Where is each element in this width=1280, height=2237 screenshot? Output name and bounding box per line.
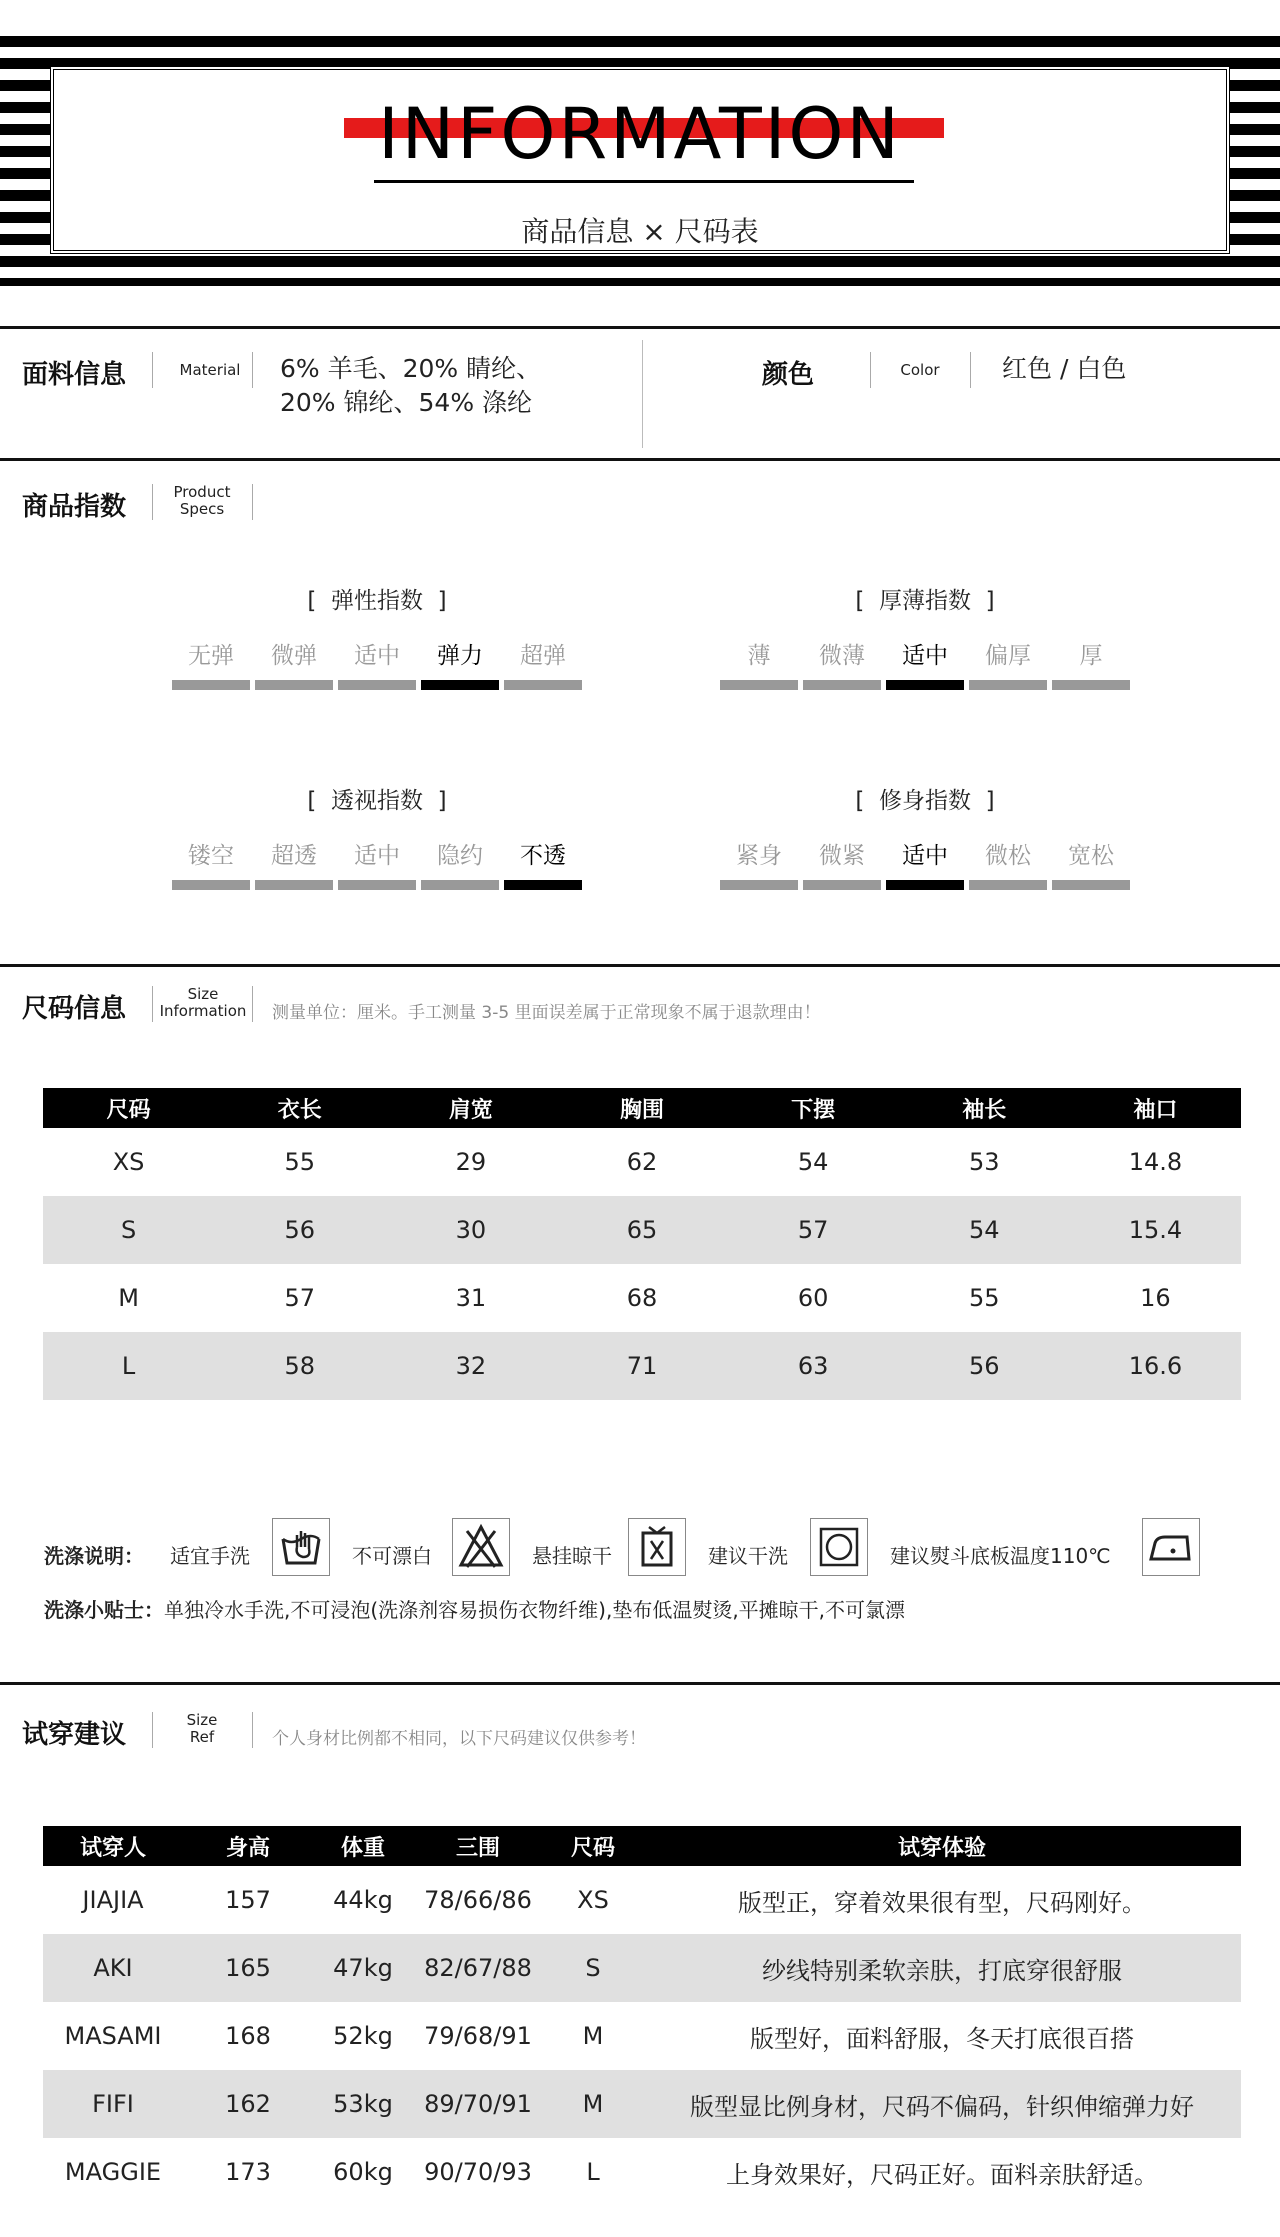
meter-option: [338, 640, 416, 690]
table-cell: 16.6: [1070, 1332, 1241, 1400]
size-table: [43, 1088, 1241, 1400]
product-index-en-line1: Product: [173, 483, 231, 501]
meter-option: [803, 840, 881, 890]
product-index-title: 商品指数: [22, 492, 127, 522]
meter-options: [172, 640, 582, 690]
table-cell: 31: [455, 1284, 487, 1312]
column-header: 肩宽: [385, 1088, 556, 1128]
fit-title-en: [166, 1712, 238, 1746]
table-cell: 168: [225, 2022, 271, 2050]
meter-option: [969, 640, 1047, 690]
title-separator: [152, 1712, 153, 1748]
product-index-title-en: [160, 484, 244, 518]
table-cell: 54: [797, 1148, 829, 1176]
fabric-composition-line2: 20% 锦纶、54% 涤纶: [280, 388, 533, 417]
meter-option: [1052, 640, 1130, 690]
care-instructions: [44, 1518, 1244, 1588]
meter-option: [969, 840, 1047, 890]
banner-title: INFORMATION: [378, 93, 902, 175]
meter-bar: [255, 680, 333, 690]
meter-option: [504, 840, 582, 890]
table-row: [43, 1866, 1241, 1934]
care-tip-label: 洗涤小贴士：: [44, 1598, 164, 1622]
table-cell: 53kg: [313, 2070, 413, 2138]
table-cell: 57: [284, 1284, 315, 1312]
column-header: 尺码: [43, 1088, 214, 1128]
table-cell: L: [586, 2158, 600, 2186]
care-tip: [44, 1594, 905, 1623]
table-cell: 32: [385, 1332, 556, 1400]
table-cell: 58: [214, 1332, 385, 1400]
size-info-en-line2: Information: [159, 1002, 247, 1020]
table-cell: 15.4: [1070, 1196, 1241, 1264]
table-cell: 上身效果好，尺码正好。面料亲肤舒适。: [726, 2160, 1158, 2189]
meter-bar: [255, 880, 333, 890]
meter-option-label: 无弹: [188, 643, 234, 669]
product-index-en-line2: Specs: [179, 500, 225, 518]
table-cell: 53: [969, 1148, 1000, 1176]
meter-option: [255, 640, 333, 690]
column-header: 试穿人: [43, 1826, 183, 1866]
table-cell: S: [43, 1196, 214, 1264]
title-separator: [870, 352, 871, 388]
meter-bar-active: [504, 880, 582, 890]
table-cell: M: [543, 2070, 643, 2138]
table-cell: 30: [385, 1196, 556, 1264]
fit-en-line2: Ref: [189, 1728, 215, 1746]
fit-note: 个人身材比例都不相同，以下尺码建议仅供参考！: [272, 1729, 646, 1749]
meter-option: [338, 840, 416, 890]
meter-title: [ 弹性指数 ]: [307, 588, 447, 614]
meter-bar-active: [886, 680, 964, 690]
table-cell: 16: [1140, 1284, 1171, 1312]
meter-option: [720, 640, 798, 690]
table-cell: 173: [225, 2158, 271, 2186]
table-cell: 82/67/88: [413, 1934, 543, 2002]
table-cell: 55: [969, 1284, 1000, 1312]
table-cell: 版型正，穿着效果很有型，尺码刚好。: [738, 1888, 1146, 1917]
fabric-composition: [280, 352, 541, 420]
meter-bar: [969, 880, 1047, 890]
meter-option-label: 镂空: [188, 843, 234, 869]
table-row: [43, 1196, 1241, 1264]
meter-option-label: 微弹: [271, 643, 317, 669]
meter-option: [720, 840, 798, 890]
fit-en-line1: Size: [186, 1711, 218, 1729]
meter-option: [421, 640, 499, 690]
table-cell: 60kg: [333, 2158, 393, 2186]
meter-option-label: 超弹: [520, 643, 566, 669]
hang-dry-icon: [628, 1518, 686, 1576]
table-cell: 60: [797, 1284, 829, 1312]
table-cell: XS: [112, 1148, 145, 1176]
iron-icon: [1142, 1518, 1200, 1576]
table-cell: XS: [577, 1886, 609, 1914]
table-cell: 162: [183, 2070, 313, 2138]
dry-clean-icon: [810, 1518, 868, 1576]
table-cell: 版型显比例身材，尺码不偏码，针织伸缩弹力好: [643, 2070, 1241, 2138]
column-header: 袖口: [1070, 1088, 1241, 1128]
table-cell: 78/66/86: [424, 1886, 532, 1914]
meter-option: [886, 640, 964, 690]
table-cell: S: [543, 1934, 643, 2002]
table-cell: AKI: [43, 1934, 183, 2002]
table-cell: 56: [899, 1332, 1070, 1400]
table-cell: 55: [284, 1148, 315, 1176]
section-divider: [0, 458, 1280, 461]
table-cell: 29: [455, 1148, 487, 1176]
meter-bar: [803, 880, 881, 890]
table-cell: MAGGIE: [64, 2158, 162, 2186]
section-divider: [0, 326, 1280, 329]
meter-options: [720, 640, 1130, 690]
table-row: [43, 2070, 1241, 2138]
information-banner: [0, 36, 1280, 286]
table-row: [43, 1128, 1241, 1196]
table-row: [43, 2002, 1241, 2070]
table-cell: L: [43, 1332, 214, 1400]
column-header: 试穿体验: [643, 1826, 1241, 1866]
color-title-en: Color: [900, 361, 940, 379]
table-row: [43, 2138, 1241, 2206]
table-row: [43, 1934, 1241, 2002]
column-header: 三围: [413, 1826, 543, 1866]
title-separator: [152, 484, 153, 520]
meter-bar: [720, 880, 798, 890]
meter-option: [172, 840, 250, 890]
section-divider: [0, 964, 1280, 967]
meter-bar: [338, 680, 416, 690]
table-cell: 71: [556, 1332, 727, 1400]
column-header: 胸围: [556, 1088, 727, 1128]
meter-option-label: 厚: [1079, 643, 1103, 669]
meter-option-label: 微薄: [819, 643, 865, 669]
table-cell: 90/70/93: [424, 2158, 532, 2186]
section-divider: [0, 1682, 1280, 1685]
meter-bar-active: [886, 880, 964, 890]
meter-option: [1052, 840, 1130, 890]
meter-option-label: 偏厚: [985, 643, 1031, 669]
fabric-title-en: Material: [179, 361, 241, 379]
color-value: 红色 / 白色: [1002, 354, 1127, 383]
care-item-label: 建议干洗: [708, 1544, 788, 1568]
fit-table: [43, 1826, 1241, 2206]
table-cell: 63: [728, 1332, 899, 1400]
size-info-note: 测量单位：厘米。手工测量 3-5 里面误差属于正常现象不属于退款理由！: [272, 1003, 821, 1023]
table-cell: JIAJIA: [82, 1886, 144, 1914]
table-cell: 62: [626, 1148, 658, 1176]
care-item-label: 不可漂白: [352, 1544, 432, 1568]
table-cell: 54: [899, 1196, 1070, 1264]
table-header-row: [43, 1826, 1241, 1866]
table-cell: 57: [728, 1196, 899, 1264]
fit-title: 试穿建议: [22, 1720, 127, 1750]
table-cell: 89/70/91: [413, 2070, 543, 2138]
title-separator: [970, 352, 971, 388]
table-cell: 79/68/91: [424, 2022, 532, 2050]
title-separator: [252, 484, 253, 520]
meter-option: [172, 640, 250, 690]
meter-bar: [969, 680, 1047, 690]
care-item-label: 建议熨斗底板温度110℃: [890, 1544, 1111, 1568]
meter-bar: [172, 680, 250, 690]
meter-option-label: 超透: [271, 843, 317, 869]
fabric-title: 面料信息: [22, 360, 127, 390]
banner-subtitle: 商品信息 × 尺码表: [521, 215, 759, 248]
care-tip-text: 单独冷水手洗,不可浸泡(洗涤剂容易损伤衣物纤维),垫布低温熨烫,平摊晾干,不可氯漂: [164, 1598, 906, 1622]
meter-option-label: 适中: [902, 843, 948, 869]
banner-underline: [374, 180, 914, 183]
meter-option-label: 适中: [354, 643, 400, 669]
table-cell: 版型好，面料舒服，冬天打底很百搭: [750, 2024, 1134, 2053]
care-label: 洗涤说明：: [44, 1544, 144, 1568]
meter-option-label: 薄: [747, 643, 771, 669]
title-separator: [252, 986, 253, 1022]
banner-frame: [50, 66, 1230, 254]
meter-bar: [720, 680, 798, 690]
meter-option-label: 隐约: [437, 843, 483, 869]
fabric-composition-line1: 6% 羊毛、20% 睛纶、: [280, 354, 542, 383]
meter-option-label: 不透: [520, 843, 566, 869]
meter-option: [803, 640, 881, 690]
meter-bar-active: [421, 680, 499, 690]
table-cell: 68: [626, 1284, 658, 1312]
meter-bar: [172, 880, 250, 890]
meter-bar: [1052, 680, 1130, 690]
meter-options: [720, 840, 1130, 890]
table-header-row: [43, 1088, 1241, 1128]
table-cell: 47kg: [313, 1934, 413, 2002]
care-item-label: 适宜手洗: [170, 1544, 250, 1568]
table-cell: M: [118, 1284, 139, 1312]
table-row: [43, 1264, 1241, 1332]
meter-bar: [338, 880, 416, 890]
title-separator: [152, 986, 153, 1022]
meter-title: [ 厚薄指数 ]: [855, 588, 995, 614]
meter-option-label: 微松: [985, 843, 1031, 869]
table-cell: M: [582, 2022, 604, 2050]
column-header: 尺码: [543, 1826, 643, 1866]
table-cell: MASAMI: [64, 2022, 162, 2050]
meter-option-label: 适中: [354, 843, 400, 869]
size-info-en-line1: Size: [187, 985, 219, 1003]
meter-option: [421, 840, 499, 890]
size-info-title-en: [156, 986, 250, 1020]
meter-option-label: 弹力: [437, 643, 483, 669]
table-cell: 纱线特别柔软亲肤，打底穿很舒服: [643, 1934, 1241, 2002]
color-title: 颜色: [762, 360, 815, 390]
table-cell: 65: [556, 1196, 727, 1264]
table-cell: FIFI: [43, 2070, 183, 2138]
meter-bar: [504, 680, 582, 690]
meter-option-label: 紧身: [736, 843, 782, 869]
meter-bar: [803, 680, 881, 690]
column-header: 身高: [183, 1826, 313, 1866]
column-header: 体重: [313, 1826, 413, 1866]
meter-option-label: 微紧: [819, 843, 865, 869]
table-cell: 165: [183, 1934, 313, 2002]
title-separator: [252, 1712, 253, 1748]
meter-title: [ 透视指数 ]: [307, 788, 447, 814]
column-header: 袖长: [899, 1088, 1070, 1128]
table-row: [43, 1332, 1241, 1400]
column-header: 下摆: [728, 1088, 899, 1128]
title-separator: [252, 352, 253, 388]
meter-bar: [1052, 880, 1130, 890]
meter-option: [504, 640, 582, 690]
meter-option-label: 适中: [902, 643, 948, 669]
meter-option-label: 宽松: [1068, 843, 1114, 869]
table-cell: 44kg: [333, 1886, 393, 1914]
meter-options: [172, 840, 582, 890]
hand-wash-icon: [272, 1518, 330, 1576]
table-cell: 14.8: [1128, 1148, 1183, 1176]
table-cell: 56: [214, 1196, 385, 1264]
meter-title: [ 修身指数 ]: [855, 788, 995, 814]
table-cell: 52kg: [333, 2022, 393, 2050]
table-cell: 157: [225, 1886, 271, 1914]
meter-option: [886, 840, 964, 890]
no-bleach-icon: [452, 1518, 510, 1576]
meter-option: [255, 840, 333, 890]
meter-bar: [421, 880, 499, 890]
title-separator: [152, 352, 153, 388]
size-info-title: 尺码信息: [22, 994, 127, 1024]
column-header: 衣长: [214, 1088, 385, 1128]
care-item-label: 悬挂晾干: [532, 1544, 612, 1568]
column-divider: [642, 340, 643, 448]
